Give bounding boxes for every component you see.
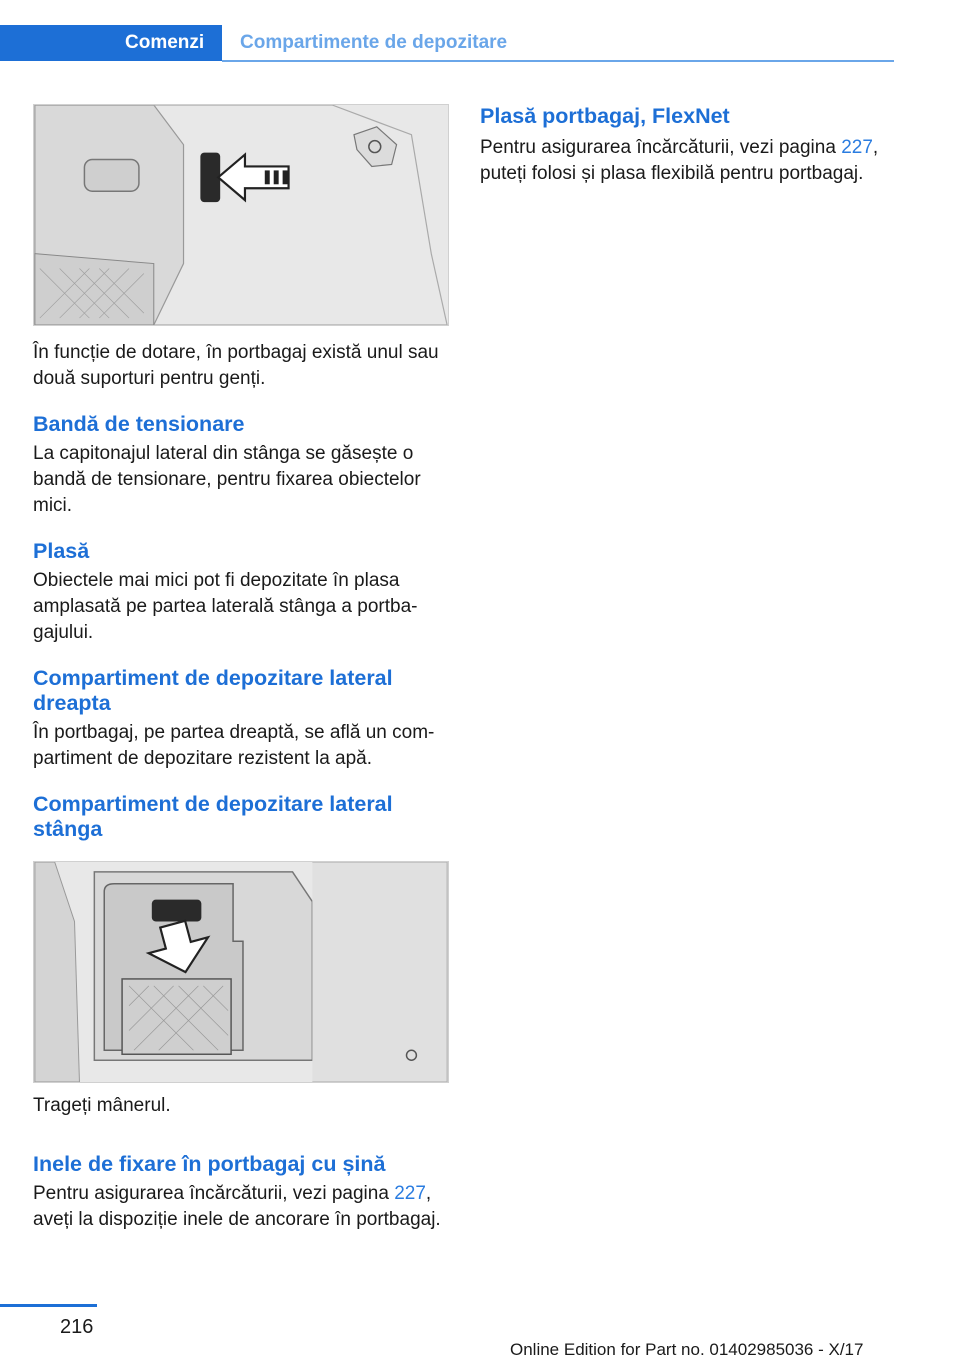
paragraph-banda: La capitonajul lateral din stânga se găsește o bandă de tensionare, pentru fixarea obiectelor mici. — [33, 443, 421, 516]
paragraph-trageti: Trageți mânerul. — [33, 1095, 171, 1116]
intro-paragraph: În funcție de dotare, în portbagaj există unul sau două suporturi pentru genți. — [33, 342, 439, 389]
chapter-tab[interactable]: Comenzi — [0, 25, 222, 61]
heading-dreapta: Compartiment de depozitare lateral dreapta — [33, 666, 393, 715]
paragraph-flexnet-text-a: Pentru asigurarea încărcăturii, vezi pagina — [480, 137, 842, 158]
left-column — [33, 104, 449, 1233]
paragraph-flexnet-text-b: , puteți folosi și plasa flexibilă pentru portbagaj. — [480, 137, 879, 184]
paragraph-inele — [33, 1181, 449, 1233]
page-number: 216 — [60, 1316, 94, 1338]
edition-text: Online Edition for Part no. 01402985036 - X/17 — [510, 1340, 864, 1359]
page-link-227-flexnet[interactable]: 227 — [841, 137, 873, 158]
paragraph-inele-text-a: Pentru asigurarea încărcăturii, vezi pagina — [33, 1183, 395, 1204]
footer-rule — [0, 1304, 97, 1307]
paragraph-dreapta: În portbagaj, pe partea dreaptă, se află un compartiment de depozitare rezistent la apă. — [33, 722, 435, 769]
section-tab[interactable]: Compartimente de depozitare — [240, 32, 508, 53]
heading-banda: Bandă de tensionare — [33, 412, 245, 436]
header-rule — [222, 60, 894, 62]
right-column — [480, 104, 896, 187]
paragraph-inele-text-b: , aveți la dispoziție inele de ancorare în portbagaj. — [33, 1183, 441, 1230]
heading-flexnet: Plasă portbagaj, FlexNet — [480, 104, 730, 128]
page-link-227[interactable]: 227 — [394, 1183, 426, 1204]
figure-left-compartment — [33, 861, 449, 1083]
paragraph-plasa: Obiectele mai mici pot fi depozitate în plasa amplasată pe partea laterală stânga a portbagajului. — [33, 570, 418, 643]
heading-plasa: Plasă — [33, 539, 90, 563]
heading-stanga: Compartiment de depozitare lateral stânga — [33, 792, 393, 841]
page-header — [0, 0, 960, 62]
figure-bag-hooks — [33, 104, 449, 326]
paragraph-flexnet — [480, 135, 896, 187]
heading-inele: Inele de fixare în portbagaj cu șină — [33, 1152, 386, 1176]
